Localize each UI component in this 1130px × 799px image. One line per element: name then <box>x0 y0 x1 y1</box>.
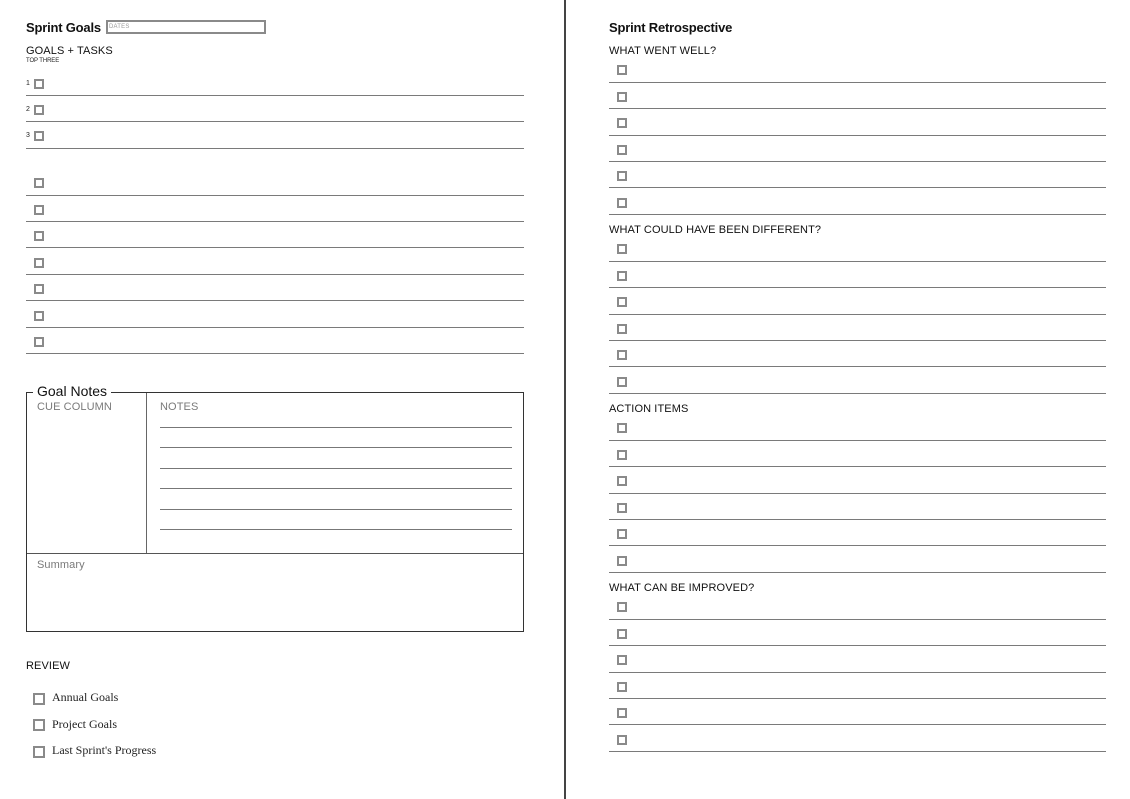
task-checkbox[interactable] <box>34 258 44 268</box>
retro-checkbox[interactable] <box>617 324 627 334</box>
retro-checkbox[interactable] <box>617 271 627 281</box>
retro-line[interactable] <box>609 366 1106 367</box>
retro-line[interactable] <box>609 108 1106 109</box>
task-line[interactable] <box>26 148 524 149</box>
retro-line[interactable] <box>609 466 1106 467</box>
task-checkbox[interactable] <box>34 79 44 89</box>
task-checkbox[interactable] <box>34 131 44 141</box>
review-item: Project Goals <box>52 717 117 731</box>
task-line[interactable] <box>26 195 524 196</box>
retro-checkbox[interactable] <box>617 476 627 486</box>
retro-checkbox[interactable] <box>617 377 627 387</box>
retro-line[interactable] <box>609 214 1106 215</box>
retro-checkbox[interactable] <box>617 244 627 254</box>
section-label: WHAT CAN BE IMPROVED? <box>609 582 755 594</box>
retro-line[interactable] <box>609 645 1106 646</box>
retro-line[interactable] <box>609 161 1106 162</box>
task-line[interactable] <box>26 221 524 222</box>
section-label: ACTION ITEMS <box>609 403 689 415</box>
task-checkbox[interactable] <box>34 205 44 215</box>
retro-checkbox[interactable] <box>617 65 627 75</box>
retro-line[interactable] <box>609 314 1106 315</box>
review-item: Annual Goals <box>52 690 119 704</box>
retro-checkbox[interactable] <box>617 92 627 102</box>
task-checkbox[interactable] <box>34 105 44 115</box>
task-number: 3 <box>26 132 30 139</box>
retro-line[interactable] <box>609 187 1106 188</box>
sprint-retrospective-title: Sprint Retrospective <box>609 20 733 35</box>
note-line[interactable] <box>160 427 512 428</box>
retro-checkbox[interactable] <box>617 198 627 208</box>
review-label: REVIEW <box>26 660 70 672</box>
task-line[interactable] <box>26 121 524 122</box>
top-three-label: TOP THREE <box>26 58 60 64</box>
retro-line[interactable] <box>609 82 1106 83</box>
section-label: WHAT COULD HAVE BEEN DIFFERENT? <box>609 224 822 236</box>
retro-checkbox[interactable] <box>617 629 627 639</box>
retro-checkbox[interactable] <box>617 171 627 181</box>
goals-tasks-label: GOALS + TASKS <box>26 45 113 57</box>
task-line[interactable] <box>26 274 524 275</box>
retro-checkbox[interactable] <box>617 118 627 128</box>
retro-checkbox[interactable] <box>617 297 627 307</box>
task-line[interactable] <box>26 95 524 96</box>
task-checkbox[interactable] <box>34 337 44 347</box>
cue-column-divider <box>146 393 147 553</box>
task-checkbox[interactable] <box>34 284 44 294</box>
retro-line[interactable] <box>609 261 1106 262</box>
note-line[interactable] <box>160 529 512 530</box>
task-number: 1 <box>26 80 30 87</box>
review-checkbox[interactable] <box>33 693 45 705</box>
retro-line[interactable] <box>609 724 1106 725</box>
retro-checkbox[interactable] <box>617 682 627 692</box>
task-line[interactable] <box>26 300 524 301</box>
sprint-goals-title: Sprint Goals <box>26 20 101 35</box>
retro-checkbox[interactable] <box>617 708 627 718</box>
task-line[interactable] <box>26 327 524 328</box>
review-checkbox[interactable] <box>33 746 45 758</box>
task-number: 2 <box>26 106 30 113</box>
retro-line[interactable] <box>609 698 1106 699</box>
task-line[interactable] <box>26 247 524 248</box>
retro-line[interactable] <box>609 135 1106 136</box>
retro-line[interactable] <box>609 287 1106 288</box>
summary-divider <box>27 553 523 554</box>
note-line[interactable] <box>160 509 512 510</box>
note-line[interactable] <box>160 468 512 469</box>
retro-checkbox[interactable] <box>617 556 627 566</box>
retro-checkbox[interactable] <box>617 655 627 665</box>
retro-checkbox[interactable] <box>617 145 627 155</box>
goal-notes-title: Goal Notes <box>33 383 111 399</box>
retro-line[interactable] <box>609 619 1106 620</box>
retro-checkbox[interactable] <box>617 503 627 513</box>
note-line[interactable] <box>160 447 512 448</box>
section-label: WHAT WENT WELL? <box>609 45 717 57</box>
review-checkbox[interactable] <box>33 719 45 731</box>
page-divider <box>564 0 566 799</box>
retro-line[interactable] <box>609 393 1106 394</box>
retro-line[interactable] <box>609 545 1106 546</box>
task-checkbox[interactable] <box>34 311 44 321</box>
task-line[interactable] <box>26 353 524 354</box>
goal-notes-box <box>26 392 524 632</box>
task-checkbox[interactable] <box>34 231 44 241</box>
retro-checkbox[interactable] <box>617 602 627 612</box>
retro-checkbox[interactable] <box>617 423 627 433</box>
retro-line[interactable] <box>609 519 1106 520</box>
cue-column-label: CUE COLUMN <box>37 401 112 413</box>
retro-line[interactable] <box>609 440 1106 441</box>
retro-line[interactable] <box>609 672 1106 673</box>
note-line[interactable] <box>160 488 512 489</box>
retro-line[interactable] <box>609 572 1106 573</box>
retro-line[interactable] <box>609 751 1106 752</box>
review-item: Last Sprint's Progress <box>52 743 157 757</box>
task-checkbox[interactable] <box>34 178 44 188</box>
retro-checkbox[interactable] <box>617 735 627 745</box>
retro-line[interactable] <box>609 493 1106 494</box>
notes-label: NOTES <box>160 401 199 413</box>
retro-line[interactable] <box>609 340 1106 341</box>
summary-label: Summary <box>37 559 85 571</box>
retro-checkbox[interactable] <box>617 350 627 360</box>
retro-checkbox[interactable] <box>617 450 627 460</box>
dates-field[interactable]: DATES <box>106 20 266 34</box>
retro-checkbox[interactable] <box>617 529 627 539</box>
